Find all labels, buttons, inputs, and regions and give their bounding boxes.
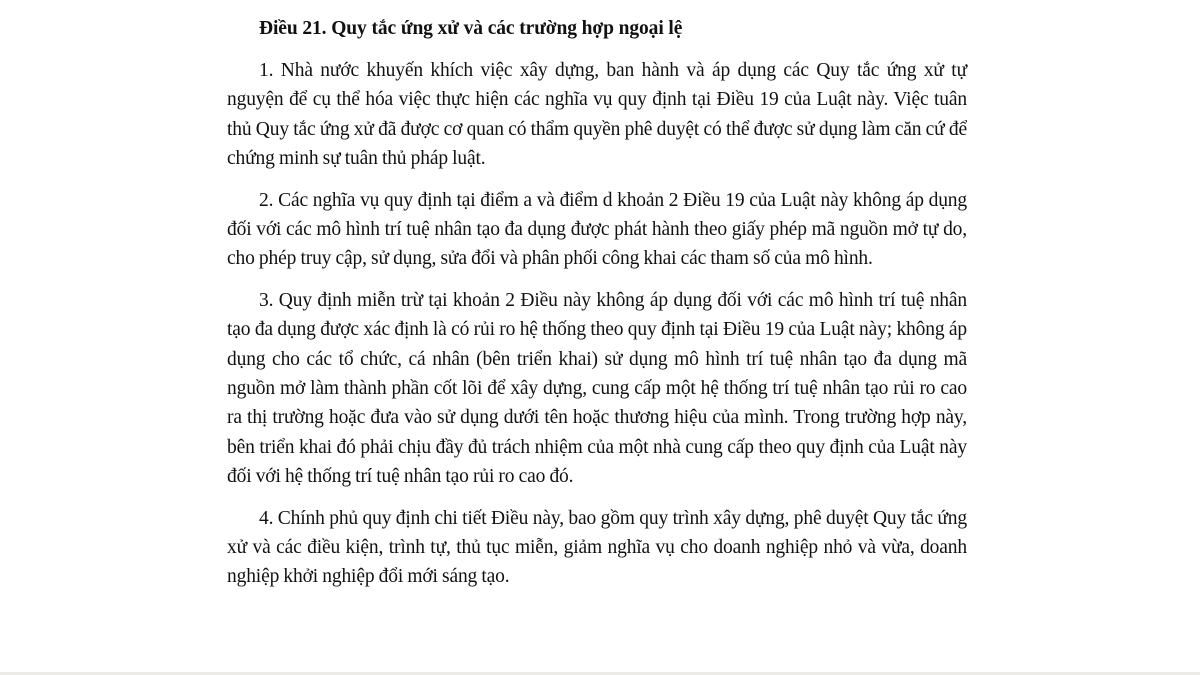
document-page: [227, 14, 967, 604]
clause-1: 1. Nhà nước khuyến khích việc xây dựng, ban hành và áp dụng các Quy tắc ứng xử tự nguyện để cụ thể hóa việc thực hiện các nghĩa vụ quy định tại Điều 19 của Luật này. Việc tuân thủ Quy tắc ứng xử đã được cơ quan có thẩm quyền phê duyệt có thể được sử dụng làm căn cứ để chứng minh sự tuân thủ pháp luật.: [227, 60, 967, 169]
clause-4: 4. Chính phủ quy định chi tiết Điều này, bao gồm quy trình xây dựng, phê duyệt Quy tắc ứng xử và các điều kiện, trình tự, thủ tục miễn, giảm nghĩa vụ cho doanh nghiệp nhỏ và vừa, doanh nghiệp khởi nghiệp đổi mới sáng tạo.: [227, 507, 967, 588]
clause-2: 2. Các nghĩa vụ quy định tại điểm a và điểm d khoản 2 Điều 19 của Luật này không áp dụng đối với các mô hình trí tuệ nhân tạo đa dụng được phát hành theo giấy phép mã nguồn mở tự do, cho phép truy cập, sử dụng, sửa đổi và phân phối công khai các tham số của mô hình.: [227, 189, 967, 270]
clause-3: 3. Quy định miễn trừ tại khoản 2 Điều này không áp dụng đối với các mô hình trí tuệ nhân tạo đa dụng được xác định là có rủi ro hệ thống theo quy định tại Điều 19 của Luật này; không áp dụng cho các tổ chức, cá nhân (bên triển khai) sử dụng mô hình trí tuệ nhân tạo đa dụng mã nguồn mở làm thành phần cốt lõi để xây dựng, cung cấp một hệ thống trí tuệ nhân tạo rủi ro cao ra thị trường hoặc đưa vào sử dụng dưới tên hoặc thương hiệu của mình. Trong trường hợp này, bên triển khai đó phải chịu đầy đủ trách nhiệm của một nhà cung cấp theo quy định của Luật này đối với hệ thống trí tuệ nhân tạo rủi ro cao đó.: [227, 290, 967, 487]
article-title: Điều 21. Quy tắc ứng xử và các trường hợp ngoại lệ: [259, 18, 683, 39]
